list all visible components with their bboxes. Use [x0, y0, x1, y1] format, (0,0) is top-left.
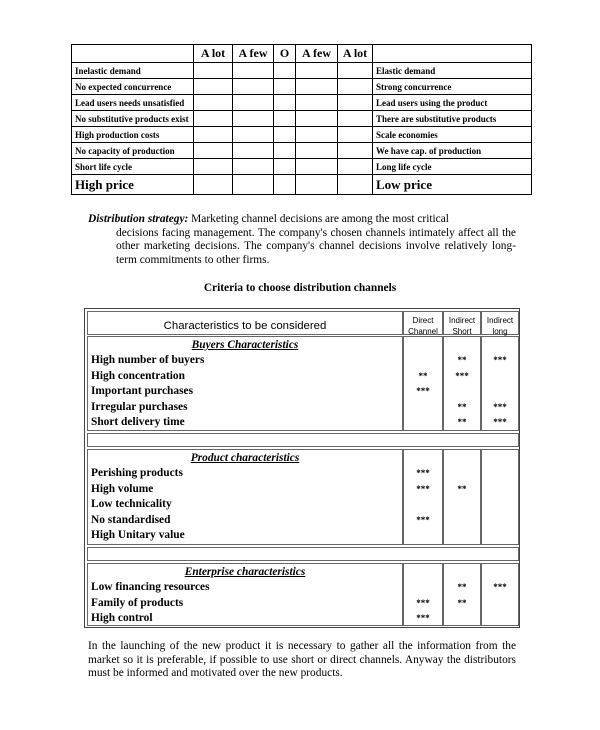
criteria-item: Short delivery time	[91, 416, 185, 428]
indirect-short-column	[443, 563, 481, 626]
scale-left-label: High price	[72, 175, 194, 195]
scale-left-label: High production costs	[72, 127, 194, 143]
scale-header-a-lot-left: A lot	[194, 45, 233, 63]
rating-mark: ***	[455, 370, 469, 381]
rating-mark	[444, 384, 480, 400]
scale-header-neutral: O	[274, 45, 296, 63]
product-section-title: Product characteristics	[190, 452, 300, 464]
criteria-item: Perishing products	[91, 467, 183, 479]
scale-left-label: Inelastic demand	[72, 63, 194, 79]
rating-mark	[444, 611, 480, 627]
criteria-item: High volume	[91, 482, 154, 495]
rating-mark: ***	[493, 417, 507, 427]
enterprise-section-title: Enterprise characteristics	[184, 566, 306, 578]
section-divider	[87, 433, 519, 447]
rating-mark: ***	[416, 514, 430, 525]
final-paragraph: In the launching of the new product it is necessary to gather all the information from the market so it is preferable, if possible to use short or direct channels. Anyway the distributors must be informed and motivated over the new products.	[88, 640, 516, 679]
scale-right-label: Lead users using the product	[373, 95, 532, 111]
distribution-text-rest: decisions facing management. The company's chosen channels intimately affect all the other marketing decisions. The company's channel decisions involve relatively long-term commitments to other firms.	[116, 226, 516, 266]
rating-mark	[482, 513, 518, 529]
rating-mark: ***	[416, 468, 430, 478]
rating-mark: ***	[416, 386, 430, 396]
criteria-title: Criteria to choose distribution channels	[203, 282, 397, 294]
criteria-item: Family of products	[91, 596, 184, 609]
distribution-strategy-paragraph	[88, 213, 516, 267]
criteria-item: Low technicality	[91, 498, 172, 510]
rating-mark	[404, 353, 442, 369]
scale-left-label: Lead users needs unsatisfied	[72, 95, 194, 111]
scale-header-a-few-left: A few	[233, 45, 274, 63]
rating-mark	[482, 497, 518, 513]
scale-right-label: Long life cycle	[373, 159, 532, 175]
buyers-section	[85, 336, 519, 431]
scale-header-blank	[72, 45, 194, 63]
rating-mark: ***	[416, 613, 430, 623]
scale-left-label: Short life cycle	[72, 159, 194, 175]
indirect-long-column	[481, 449, 519, 545]
scale-row	[72, 95, 532, 111]
rating-mark	[444, 497, 480, 513]
rating-mark	[404, 400, 442, 416]
rating-mark: **	[457, 355, 467, 365]
distribution-strategy-label: Distribution strategy:	[88, 213, 189, 225]
scale-header-row	[72, 45, 532, 63]
scale-header-blank	[373, 45, 532, 63]
rating-mark	[444, 528, 480, 544]
scale-right-label: Low price	[373, 175, 532, 195]
scale-right-label: There are substitutive products	[373, 111, 532, 127]
section-divider	[87, 547, 519, 561]
rating-mark	[482, 611, 518, 627]
rating-mark	[482, 384, 518, 400]
rating-mark	[404, 415, 442, 431]
buyers-section-title: Buyers Characteristics	[191, 339, 299, 351]
indirect-long-column	[481, 336, 519, 431]
scale-row	[72, 127, 532, 143]
rating-mark	[482, 369, 518, 385]
rating-mark: **	[457, 483, 467, 494]
criteria-item: High control	[91, 612, 153, 624]
rating-mark: **	[457, 401, 467, 412]
distribution-text-first: Marketing channel decisions are among the most critical	[188, 213, 449, 225]
criteria-item: Low financing resources	[91, 581, 210, 593]
scale-row	[72, 143, 532, 159]
direct-channel-column	[403, 336, 443, 431]
criteria-item: No standardised	[91, 513, 171, 526]
rating-mark	[482, 528, 518, 544]
direct-channel-column	[403, 563, 443, 626]
rating-mark: **	[457, 417, 467, 427]
rating-mark: ***	[493, 582, 507, 592]
rating-mark	[444, 513, 480, 529]
indirect-long-header: Indirect long	[481, 311, 519, 335]
scale-row	[72, 159, 532, 175]
scale-right-label: Elastic demand	[373, 63, 532, 79]
rating-mark	[404, 497, 442, 513]
scale-right-label: We have cap. of production	[373, 143, 532, 159]
market-scale-table	[71, 44, 532, 195]
rating-mark: ***	[493, 355, 507, 365]
rating-mark: ***	[416, 483, 430, 494]
rating-mark	[444, 466, 480, 482]
scale-row	[72, 63, 532, 79]
criteria-header-row	[85, 311, 519, 335]
criteria-item: Important purchases	[91, 385, 193, 397]
indirect-long-column	[481, 563, 519, 626]
criteria-item: High number of buyers	[91, 354, 205, 366]
distribution-criteria-table	[84, 308, 520, 628]
scale-left-label: No capacity of production	[72, 143, 194, 159]
criteria-item: Irregular purchases	[91, 400, 188, 413]
scale-row	[72, 79, 532, 95]
direct-channel-header: Direct Channel	[403, 311, 443, 335]
rating-mark: ***	[493, 401, 507, 412]
criteria-item: High concentration	[91, 369, 185, 382]
indirect-short-column	[443, 449, 481, 545]
scale-row	[72, 175, 532, 195]
scale-row	[72, 111, 532, 127]
scale-header-a-few-right: A few	[296, 45, 338, 63]
scale-left-label: No expected concurrence	[72, 79, 194, 95]
criteria-item: High Unitary value	[91, 529, 185, 541]
rating-mark	[482, 596, 518, 612]
direct-channel-column	[403, 449, 443, 545]
rating-mark	[404, 528, 442, 544]
enterprise-section	[85, 563, 519, 626]
product-section	[85, 449, 519, 545]
rating-mark	[482, 466, 518, 482]
scale-header-a-lot-right: A lot	[338, 45, 373, 63]
rating-mark: **	[457, 582, 467, 592]
scale-left-label: No substitutive products exist	[72, 111, 194, 127]
rating-mark	[482, 482, 518, 498]
rating-mark: ***	[416, 597, 430, 608]
rating-mark	[404, 580, 442, 596]
characteristics-header: Characteristics to be considered	[87, 311, 403, 335]
scale-right-label: Strong concurrence	[373, 79, 532, 95]
indirect-short-column	[443, 336, 481, 431]
scale-right-label: Scale economies	[373, 127, 532, 143]
rating-mark: **	[418, 370, 428, 381]
rating-mark: **	[457, 597, 467, 608]
indirect-short-header: Indirect Short	[443, 311, 481, 335]
